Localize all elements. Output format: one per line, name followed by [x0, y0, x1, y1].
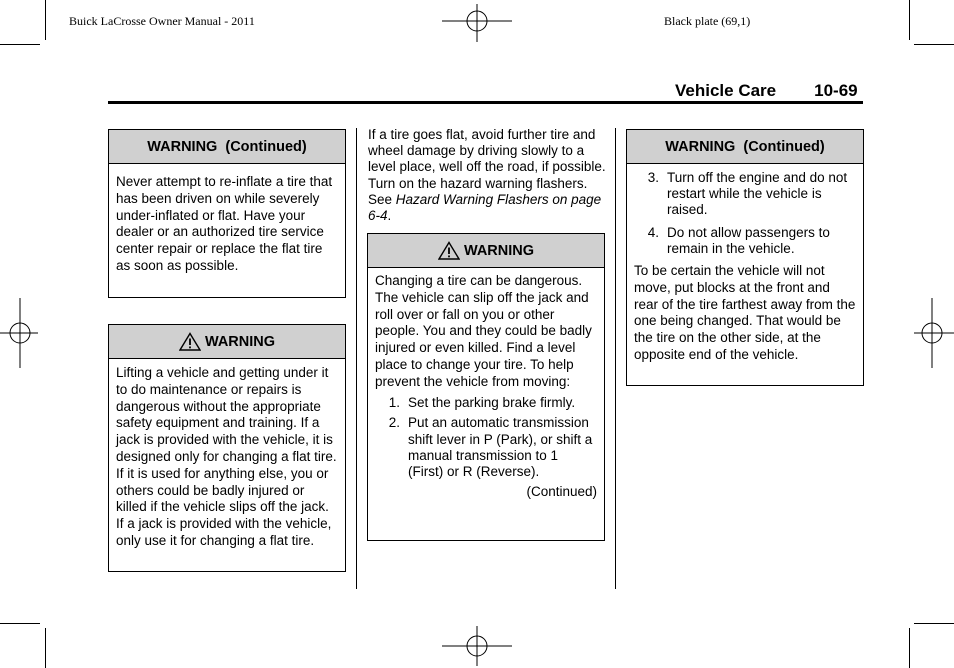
warning-triangle-icon: [438, 241, 460, 260]
plate-label: Black plate (69,1): [664, 14, 751, 28]
header-rule: [108, 101, 863, 104]
section-heading: [675, 81, 858, 101]
continued-label: (Continued): [526, 484, 597, 500]
registration-mark-icon: [912, 296, 954, 370]
intro-text: If a tire goes flat, avoid further tire and wheel damage by driving slowly to a level place, well off the road, if possible. Turn on the hazard warning flashers. See: [368, 127, 606, 207]
warning-box-continued: [108, 129, 346, 298]
column-divider: [356, 128, 357, 589]
warning-heading: [368, 234, 604, 268]
manual-title: Buick LaCrosse Owner Manual - 2011: [69, 14, 255, 28]
warning-heading-text: WARNING (Continued): [665, 138, 825, 155]
list-item: [375, 395, 597, 412]
list-number: 4.: [647, 224, 659, 240]
warning-body: [368, 268, 604, 505]
crop-mark: [909, 0, 910, 40]
list-number: 3.: [647, 170, 659, 185]
warning-heading-text: WARNING: [204, 333, 276, 350]
warning-heading: [627, 130, 863, 164]
page-number: 10-69: [814, 81, 858, 100]
crop-mark: [45, 628, 46, 668]
numbered-list: [375, 395, 597, 481]
warning-body: Never attempt to re-inflate a tire that has been driven on while severely under-inflated or flat. Have your dealer or an authorized tire service center repair or replace the flat tire as soon as possible.: [116, 174, 333, 273]
warning-heading-text: WARNING (Continued): [147, 138, 307, 155]
section-name: Vehicle Care: [675, 81, 777, 100]
numbered-list: [634, 170, 856, 257]
warning-heading-text: WARNING: [463, 242, 535, 259]
list-text: Set the parking brake firmly.: [408, 394, 576, 410]
warning-triangle-icon: [179, 332, 201, 351]
list-item: [634, 225, 856, 257]
list-item: [375, 415, 597, 480]
list-text: Do not allow passengers to remain in the vehicle.: [667, 224, 830, 256]
crop-mark: [0, 623, 40, 624]
list-number: 1.: [388, 394, 400, 410]
list-text: Turn off the engine and do not restart while the vehicle is raised.: [667, 170, 848, 218]
cross-reference-link[interactable]: Hazard Warning Flashers on page 6-4: [368, 191, 602, 224]
warning-body: Lifting a vehicle and getting under it to do maintenance or repairs is dangerous without the appropriate safety equipment and training. If a jack is provided with the vehicle, it is designed only for changing a flat tire. If it is used for anything else, you or others could be badly injured or killed if the vehicle slips off the jack. If a jack is provided with the vehicle, only use it for changing a flat tire.: [116, 365, 337, 548]
crop-mark: [0, 44, 40, 45]
crop-mark: [914, 623, 954, 624]
warning-box: [367, 233, 605, 541]
crop-mark: [914, 44, 954, 45]
intro-paragraph: [368, 127, 606, 224]
column-divider: [615, 128, 616, 589]
list-number: 2.: [388, 415, 400, 431]
registration-mark-icon: [440, 0, 514, 44]
warning-box-continued: [626, 129, 864, 386]
warning-text: To be certain the vehicle will not move, put blocks at the front and rear of the tire farthest away from the one being changed. That would be the tire on the other side, at the opposite end of the vehicle.: [634, 263, 856, 362]
registration-mark-icon: [0, 296, 40, 370]
warning-box: [108, 324, 346, 572]
registration-mark-icon: [440, 626, 514, 668]
crop-mark: [909, 628, 910, 668]
warning-text: Changing a tire can be dangerous. The vehicle can slip off the jack and roll over or fall on you or other people. You and they could be badly injured or even killed. Find a level place to change your tire. To help prevent the vehicle from moving:: [375, 273, 592, 389]
warning-heading: [109, 130, 345, 164]
warning-body: [627, 164, 863, 368]
crop-mark: [45, 0, 46, 40]
list-item: [634, 170, 856, 219]
warning-heading: [109, 325, 345, 359]
list-text: Put an automatic transmission shift lever in P (Park), or shift a manual transmission to 1 (First) or R (Reverse).: [408, 415, 593, 479]
intro-end: .: [387, 208, 392, 224]
